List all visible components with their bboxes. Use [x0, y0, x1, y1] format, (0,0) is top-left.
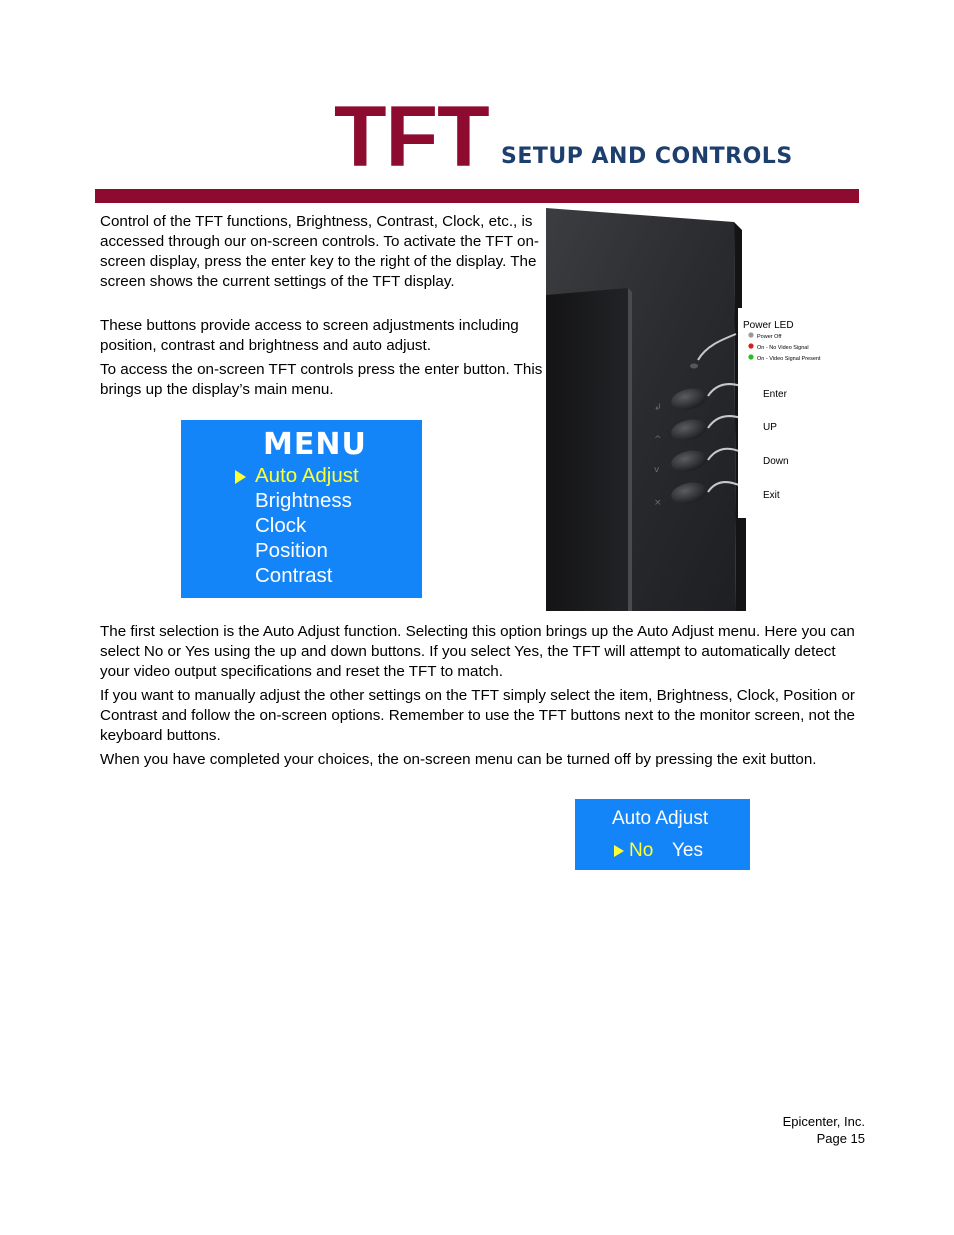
power-led-label: Power LED — [743, 320, 794, 331]
paragraph-auto-adjust: The first selection is the Auto Adjust function. Selecting this option brings up the Auto Adjust menu. Here you can select No or Yes using the up and down buttons. If you select Yes, the TFT will attempt to automatically detect your video output specifications and reset the TFT to match. — [100, 623, 855, 680]
osd-selection-arrow-icon — [235, 470, 246, 484]
paragraph-manual-adjust: If you want to manually adjust the other settings on the TFT simply select the item, Brightness, Clock, Position or Contrast and follow the on-screen options. Remember to use the TFT buttons next to the monitor screen, not the keyboard buttons. — [100, 687, 855, 744]
footer-company: Epicenter, Inc. — [782, 1114, 865, 1129]
page-subtitle: SETUP AND CONTROLS — [501, 144, 793, 169]
led-legend-no-signal: On - No Video Signal — [757, 345, 809, 351]
svg-text:v: v — [654, 465, 660, 475]
osd-menu-title: MENU — [263, 427, 367, 462]
svg-text:↲: ↲ — [654, 403, 662, 413]
osd-menu-item-clock: Clock — [255, 514, 307, 537]
page-footer — [783, 1113, 865, 1147]
led-legend-power-off: Power Off — [757, 334, 782, 340]
paragraph-access: To access the on-screen TFT controls press the enter button. This brings up the display’s main menu. — [100, 361, 543, 398]
osd-menu-item-auto-adjust: Auto Adjust — [255, 464, 359, 487]
label-up: UP — [763, 422, 777, 433]
label-exit: Exit — [763, 490, 780, 501]
led-no-signal-icon — [748, 343, 753, 348]
footer-page-number: Page 15 — [816, 1131, 865, 1146]
label-enter: Enter — [763, 389, 787, 400]
led-signal-present-icon — [748, 354, 753, 359]
paragraph-intro: Control of the TFT functions, Brightness, Contrast, Clock, etc., is accessed through our on-screen controls. To activate the TFT on-screen display, press the enter key to the right of the display. The screen shows the current settings of the TFT display. — [100, 213, 539, 290]
osd-menu-item-position: Position — [255, 539, 328, 562]
osd-menu-item-brightness: Brightness — [255, 489, 352, 512]
osd-auto-adjust-arrow-icon — [614, 845, 624, 857]
svg-text:×: × — [654, 498, 662, 508]
label-down: Down — [763, 456, 789, 467]
osd-option-yes: Yes — [672, 840, 703, 861]
led-legend-signal-present: On - Video Signal Present — [757, 356, 821, 362]
page-title-tft: TFT — [334, 89, 489, 185]
osd-auto-adjust-title: Auto Adjust — [612, 808, 709, 829]
osd-option-no: No — [629, 840, 654, 861]
header-rule — [95, 189, 859, 203]
paragraph-exit: When you have completed your choices, the on-screen menu can be turned off by pressing the exit button. — [100, 751, 817, 768]
monitor-photo — [546, 208, 846, 611]
paragraph-buttons: These buttons provide access to screen adjustments including position, contrast and brightness and auto adjust. — [100, 317, 519, 354]
led-power-off-icon — [748, 332, 753, 337]
osd-menu-item-contrast: Contrast — [255, 564, 333, 587]
svg-text:^: ^ — [654, 435, 662, 445]
